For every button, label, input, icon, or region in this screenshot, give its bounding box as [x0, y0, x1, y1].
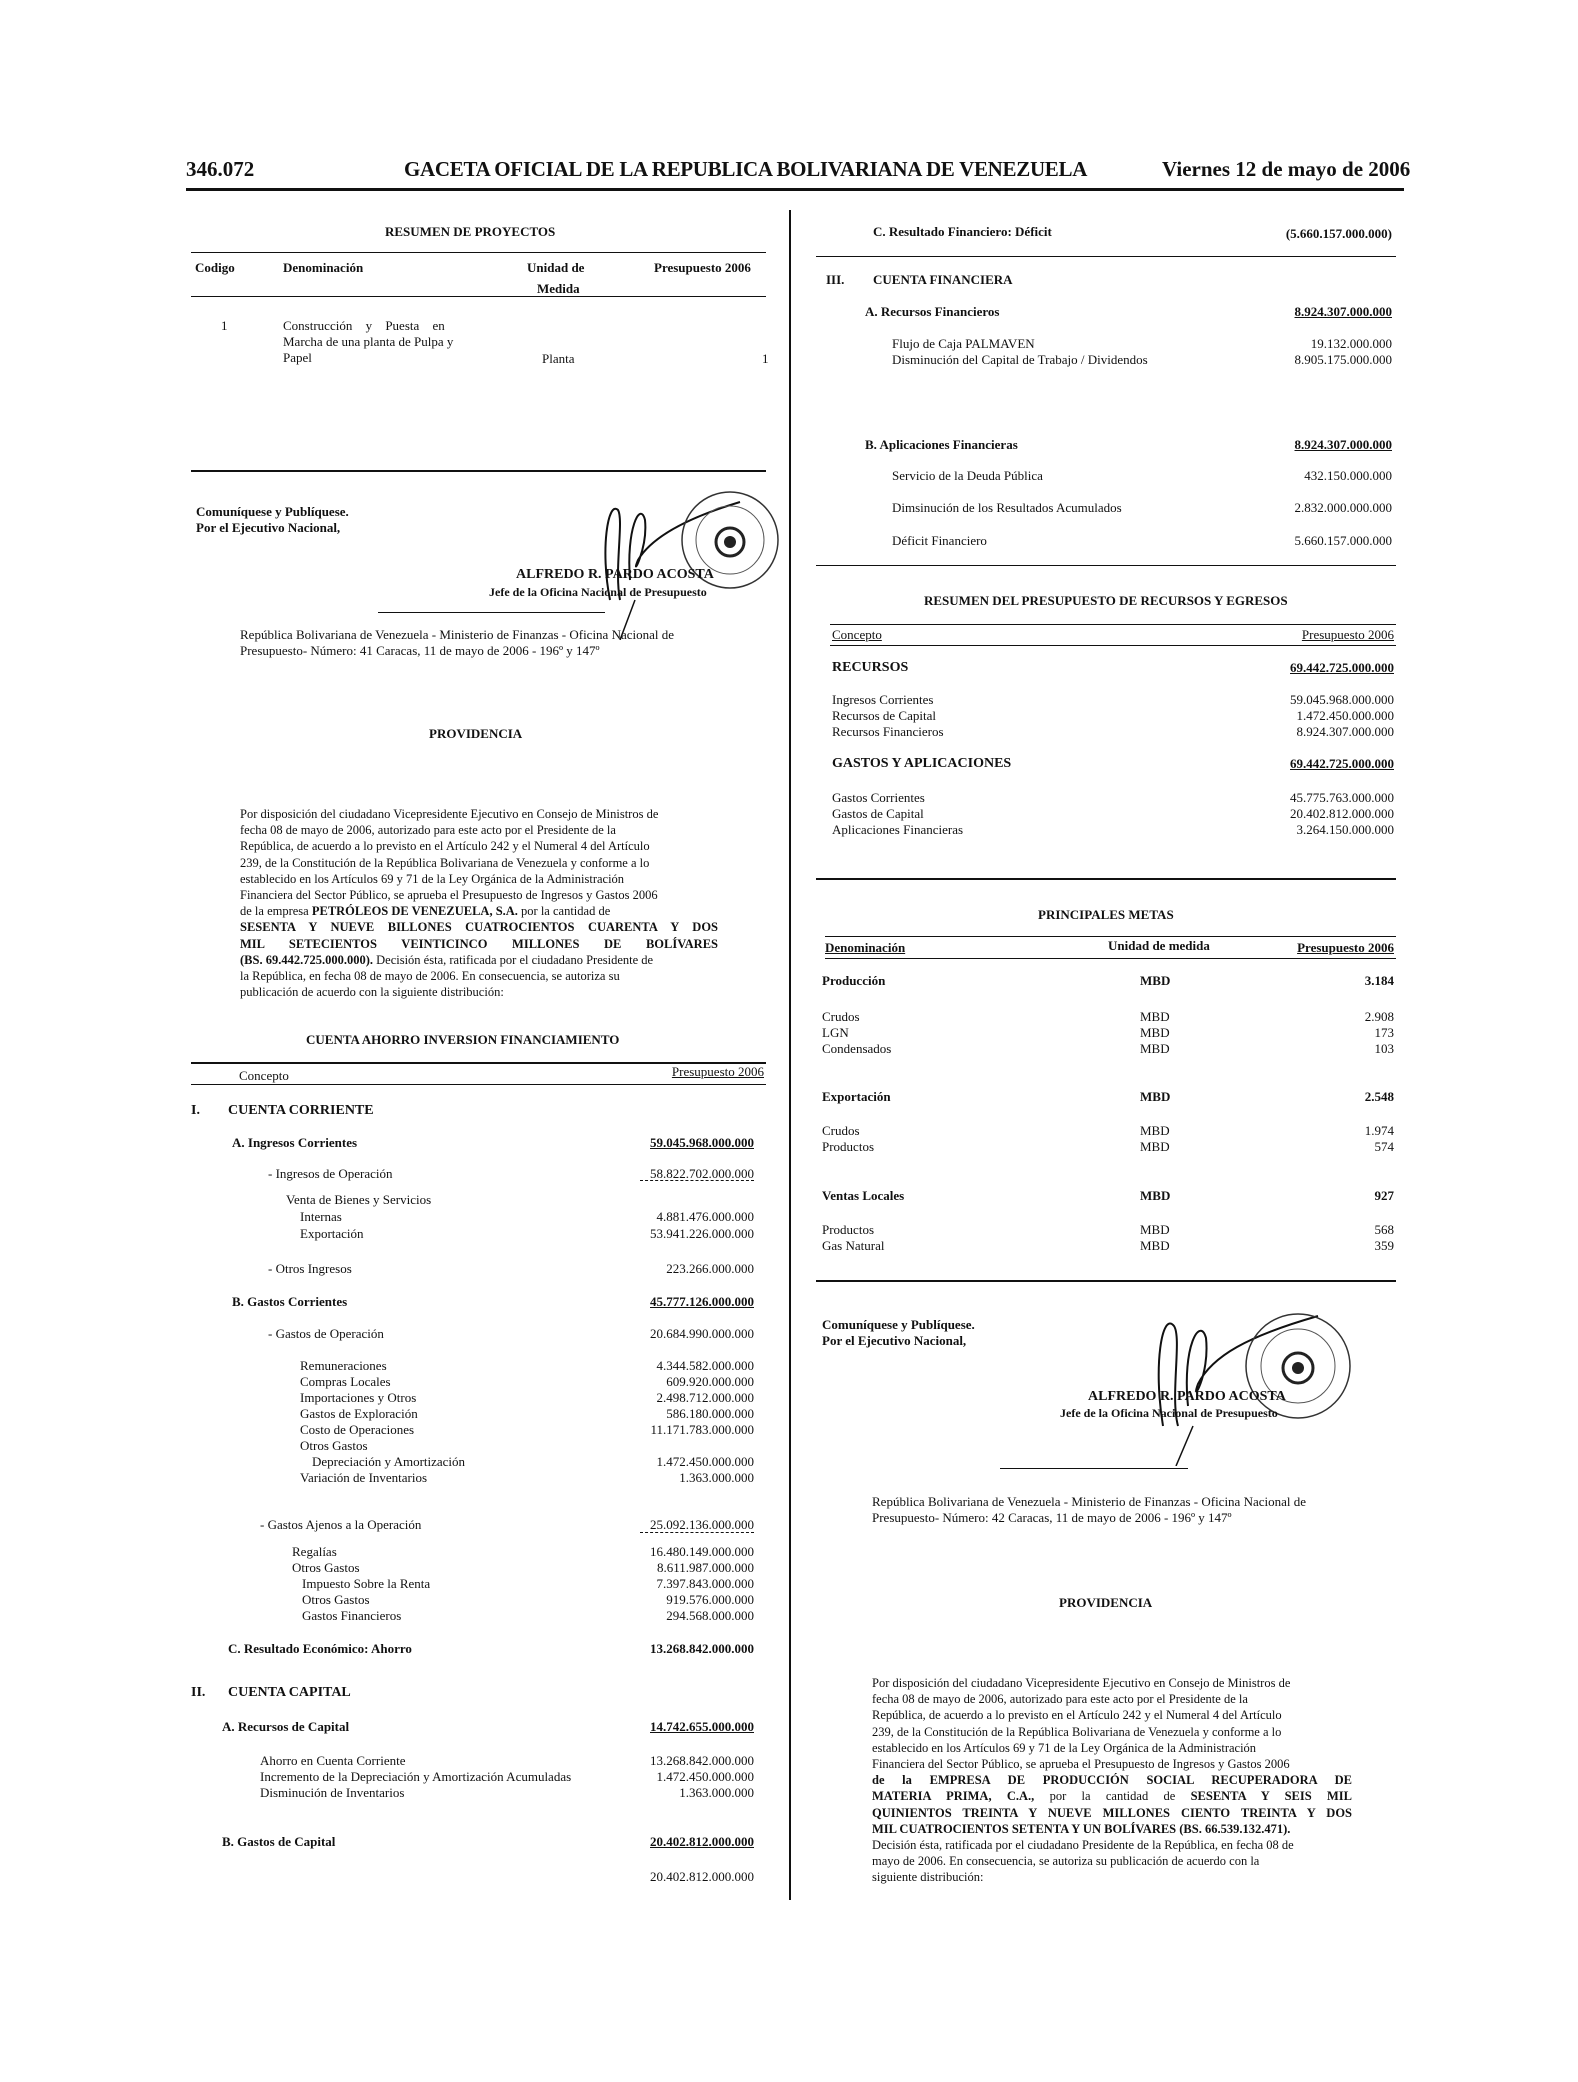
ejecutivo-right: Por el Ejecutivo Nacional, — [822, 1333, 967, 1348]
meta-unit: MBD — [1140, 1188, 1171, 1203]
cuenta-row-value: 58.822.702.000.000 — [650, 1166, 754, 1181]
ref-line-2-right: Presupuesto- Número: 42 Caracas, 11 de mayo de 2006 - 196º y 147º — [872, 1510, 1232, 1525]
meta-label: Condensados — [822, 1041, 892, 1056]
cuenta-row-label: B. Gastos de Capital — [222, 1834, 336, 1849]
meta-unit: MBD — [1140, 1222, 1170, 1237]
cuenta-row-label: Depreciación y Amortización — [312, 1454, 466, 1469]
cuenta-row-label: Otros Gastos — [292, 1560, 360, 1575]
cuenta-row-value: 1.472.450.000.000 — [656, 1454, 754, 1469]
meta-label: Productos — [822, 1222, 874, 1237]
gastos-corrientes-label: Gastos Corrientes — [832, 790, 925, 805]
signature-left — [590, 480, 790, 640]
meta-value: 359 — [1374, 1238, 1394, 1253]
signer-name-right: ALFREDO R. PARDO ACOSTA — [1088, 1389, 1286, 1404]
recursos-fin-value: 8.924.307.000.000 — [1296, 724, 1394, 739]
meta-label: Crudos — [822, 1123, 860, 1138]
metas-col-unidad: Unidad de medida — [1108, 938, 1210, 953]
cuenta-row-label: - Gastos Ajenos a la Operación — [260, 1517, 422, 1532]
gastos-corrientes-value: 45.775.763.000.000 — [1290, 790, 1394, 805]
cuenta-row-value: 20.402.812.000.000 — [650, 1834, 754, 1849]
meta-unit: MBD — [1140, 1025, 1170, 1040]
signer-title-right: Jefe de la Oficina Nacional de Presupuesto — [1060, 1406, 1278, 1420]
row-den-1: Construcción y Puesta en — [283, 318, 445, 333]
dism-res-value: 2.832.000.000.000 — [1294, 500, 1392, 515]
cuenta-ahorro-title: CUENTA AHORRO INVERSION FINANCIAMIENTO — [306, 1032, 620, 1047]
resumen-presupuesto-title: RESUMEN DEL PRESUPUESTO DE RECURSOS Y EGRESOS — [924, 593, 1288, 608]
meta-unit: MBD — [1140, 1009, 1170, 1024]
issue-date: Viernes 12 de mayo de 2006 — [1162, 157, 1411, 181]
aplicaciones-value: 8.924.307.000.000 — [1294, 437, 1392, 452]
page-number: 346.072 — [186, 157, 255, 181]
meta-label: LGN — [822, 1025, 849, 1040]
gastos-aplicaciones-label: GASTOS Y APLICACIONES — [832, 756, 1012, 771]
cuenta-row-label: Gastos de Exploración — [300, 1406, 418, 1421]
providencia-paragraph-left: Por disposición del ciudadano Vicepresidente Ejecutivo en Consejo de Ministros de fecha 08 de mayo de 2006, autorizado para este acto por el Presidente de la República, de acuerdo a lo previsto en el Artículo 242 y el Numeral 4 del Artículo 239, de la Constitución de la República Bolivariana de Venezuela y conforme a lo establecido en los Artículos 69 y 71 de la Ley Orgánica de la Administración Financiera del Sector Público, se aprueba el Presupuesto de Ingresos y Gastos 2006 de la empresa PETRÓLEOS DE VENEZUELA, S.A. por la cantidad de SESENTA Y NUEVE BILLONES CUATROCIENTOS CUARENTA Y DOS MIL SETECIENTOS VEINTICINCO MILLONES DE BOLÍVARES (BS. 69.442.725.000.000). Decisión ésta, ratificada por el ciudadano Presidente de la República, en fecha 08 de mayo de 2006. En consecuencia, se autoriza su publicación de acuerdo con la siguiente distribución: — [240, 807, 718, 1000]
cuenta-row-value: 16.480.149.000.000 — [650, 1544, 754, 1559]
recursos-capital-value: 1.472.450.000.000 — [1296, 708, 1394, 723]
metas-col-pres: Presupuesto 2006 — [1297, 940, 1394, 955]
comuniquese-right: Comuníquese y Publíquese. — [822, 1317, 975, 1332]
providencia-right: PROVIDENCIA — [1059, 1595, 1153, 1610]
meta-label: Productos — [822, 1139, 874, 1154]
deficit-label: Déficit Financiero — [892, 533, 987, 548]
cuenta-row-value: 223.266.000.000 — [666, 1261, 754, 1276]
cuenta-row-value: 13.268.842.000.000 — [650, 1753, 754, 1768]
cuenta-row-label: Compras Locales — [300, 1374, 391, 1389]
row-valor: 1 — [762, 351, 769, 366]
cuenta-row-value: 20.684.990.000.000 — [650, 1326, 754, 1341]
ejecutivo-left: Por el Ejecutivo Nacional, — [196, 520, 341, 535]
meta-label: Producción — [822, 973, 886, 988]
meta-value: 574 — [1374, 1139, 1394, 1154]
meta-value: 173 — [1374, 1025, 1394, 1040]
meta-unit: MBD — [1140, 1238, 1170, 1253]
disminucion-label: Disminución del Capital de Trabajo / Dividendos — [892, 352, 1148, 367]
cuenta-row-value: 25.092.136.000.000 — [650, 1517, 754, 1532]
ref-line-1-left: República Bolivariana de Venezuela - Ministerio de Finanzas - Oficina Nacional de — [240, 627, 675, 642]
cuenta-row-value: 11.171.783.000.000 — [650, 1422, 754, 1437]
flujo-label: Flujo de Caja PALMAVEN — [892, 336, 1035, 351]
cuenta-financiera-label: CUENTA FINANCIERA — [873, 272, 1013, 287]
column-divider — [789, 210, 791, 1900]
signer-title-left: Jefe de la Oficina Nacional de Presupuesto — [489, 585, 707, 599]
presupuesto-header-right: Presupuesto 2006 — [1301, 627, 1394, 642]
col-medida: Medida — [537, 281, 580, 296]
col-codigo: Codigo — [195, 260, 235, 275]
flujo-value: 19.132.000.000 — [1310, 336, 1392, 351]
gastos-capital-value: 20.402.812.000.000 — [1290, 806, 1394, 821]
cuenta-row-label: A. Recursos de Capital — [222, 1719, 350, 1734]
metas-title: PRINCIPALES METAS — [1038, 907, 1174, 922]
ingresos-corrientes-value: 59.045.968.000.000 — [1290, 692, 1394, 707]
cuenta-row-value: 45.777.126.000.000 — [650, 1294, 754, 1309]
cuenta-row-label: - Gastos de Operación — [268, 1326, 384, 1341]
dashed-separator — [640, 1532, 754, 1533]
cuenta-row-value: 14.742.655.000.000 — [650, 1719, 754, 1734]
meta-unit: MBD — [1140, 1089, 1171, 1104]
meta-unit: MBD — [1140, 1139, 1170, 1154]
cuenta-row-label: Variación de Inventarios — [300, 1470, 428, 1485]
row-codigo: 1 — [221, 318, 228, 333]
col-presupuesto: Presupuesto 2006 — [654, 260, 751, 275]
metas-col-den: Denominación — [825, 940, 906, 955]
cuenta-row-value: 609.920.000.000 — [666, 1374, 754, 1389]
meta-value: 568 — [1374, 1222, 1394, 1237]
meta-value: 103 — [1374, 1041, 1394, 1056]
resumen-proyectos-title: RESUMEN DE PROYECTOS — [385, 224, 556, 239]
disminucion-value: 8.905.175.000.000 — [1294, 352, 1392, 367]
cuenta-row-value: 59.045.968.000.000 — [650, 1135, 754, 1150]
meta-value: 927 — [1374, 1188, 1394, 1203]
cuenta-row-value: 7.397.843.000.000 — [656, 1576, 754, 1591]
cuenta-row-label: Ahorro en Cuenta Corriente — [260, 1753, 406, 1768]
cuenta-row-label: Disminución de Inventarios — [260, 1785, 405, 1800]
dashed-separator — [640, 1180, 754, 1181]
row-den-3: Papel — [283, 350, 312, 365]
resultado-financiero-value: (5.660.157.000.000) — [1285, 226, 1392, 241]
cuenta-row-label: Incremento de la Depreciación y Amortización Acumuladas — [260, 1769, 572, 1784]
recursos-label: RECURSOS — [832, 660, 909, 675]
meta-label: Exportación — [822, 1089, 891, 1104]
cuenta-row-value: 8.611.987.000.000 — [656, 1560, 754, 1575]
cuenta-row-label: A. Ingresos Corrientes — [232, 1135, 358, 1150]
meta-value: 2.548 — [1364, 1089, 1394, 1104]
servicio-value: 432.150.000.000 — [1304, 468, 1392, 483]
meta-unit: MBD — [1140, 1041, 1170, 1056]
section-number: II. — [191, 1685, 206, 1700]
row-unidad: Planta — [542, 351, 575, 366]
providencia-left: PROVIDENCIA — [429, 726, 523, 741]
cuenta-row-label: Exportación — [300, 1226, 364, 1241]
cuenta-row-value: 20.402.812.000.000 — [650, 1869, 754, 1884]
col-denominacion: Denominación — [283, 260, 364, 275]
cuenta-row-label: Costo de Operaciones — [300, 1422, 415, 1437]
meta-label: Gas Natural — [822, 1238, 885, 1253]
cuenta-row-value: 919.576.000.000 — [666, 1592, 754, 1607]
meta-value: 3.184 — [1364, 973, 1394, 988]
section-number: I. — [191, 1103, 200, 1118]
cuenta-row-label: CUENTA CAPITAL — [228, 1685, 351, 1700]
aplicaciones-fin-label: Aplicaciones Financieras — [832, 822, 964, 837]
aplicaciones-fin-value: 3.264.150.000.000 — [1296, 822, 1394, 837]
cuenta-row-label: Importaciones y Otros — [300, 1390, 417, 1405]
cuenta-row-value: 4.344.582.000.000 — [656, 1358, 754, 1373]
meta-label: Ventas Locales — [822, 1188, 905, 1203]
cuenta-row-label: Otros Gastos — [302, 1592, 370, 1607]
meta-value: 2.908 — [1364, 1009, 1394, 1024]
cuenta-row-value: 4.881.476.000.000 — [656, 1209, 754, 1224]
concepto-header-left: Concepto — [239, 1068, 289, 1083]
cuenta-row-label: Venta de Bienes y Servicios — [286, 1192, 432, 1207]
signature-right — [1148, 1296, 1358, 1466]
ref-line-1-right: República Bolivariana de Venezuela - Ministerio de Finanzas - Oficina Nacional de — [872, 1494, 1307, 1509]
cuenta-row-label: Remuneraciones — [300, 1358, 387, 1373]
cuenta-row-value: 2.498.712.000.000 — [656, 1390, 754, 1405]
comuniquese-left: Comuníquese y Publíquese. — [196, 504, 349, 519]
cuenta-row-label: CUENTA CORRIENTE — [228, 1103, 374, 1118]
cuenta-row-value: 1.363.000.000 — [679, 1470, 754, 1485]
cuenta-row-label: C. Resultado Económico: Ahorro — [228, 1641, 412, 1656]
gastos-aplicaciones-value: 69.442.725.000.000 — [1290, 756, 1394, 771]
recursos-fin-label: Recursos Financieros — [832, 724, 944, 739]
cuenta-row-value: 1.363.000.000 — [679, 1785, 754, 1800]
recursos-financieros-value: 8.924.307.000.000 — [1294, 304, 1392, 319]
cuenta-row-label: Otros Gastos — [300, 1438, 368, 1453]
deficit-value: 5.660.157.000.000 — [1294, 533, 1392, 548]
recursos-value: 69.442.725.000.000 — [1290, 660, 1394, 675]
presupuesto-header-left: Presupuesto 2006 — [671, 1064, 764, 1079]
signer-name-left: ALFREDO R. PARDO ACOSTA — [516, 567, 714, 582]
cuenta-financiera-num: III. — [826, 272, 845, 287]
recursos-capital-label: Recursos de Capital — [832, 708, 936, 723]
cuenta-row-value: 13.268.842.000.000 — [650, 1641, 754, 1656]
resultado-financiero-label: C. Resultado Financiero: Déficit — [873, 224, 1052, 239]
cuenta-row-value: 1.472.450.000.000 — [656, 1769, 754, 1784]
cuenta-row-label: Regalías — [292, 1544, 337, 1559]
meta-value: 1.974 — [1364, 1123, 1394, 1138]
meta-unit: MBD — [1140, 1123, 1170, 1138]
col-unidad: Unidad de — [527, 260, 585, 275]
row-den-2: Marcha de una planta de Pulpa y — [283, 334, 454, 349]
ref-line-2-left: Presupuesto- Número: 41 Caracas, 11 de mayo de 2006 - 196º y 147º — [240, 643, 600, 658]
dism-res-label: Dimsinución de los Resultados Acumulados — [892, 500, 1122, 515]
header-rule — [186, 188, 1404, 191]
cuenta-row-label: - Otros Ingresos — [268, 1261, 352, 1276]
cuenta-row-label: Gastos Financieros — [302, 1608, 402, 1623]
concepto-header-right: Concepto — [832, 627, 882, 642]
cuenta-row-label: - Ingresos de Operación — [268, 1166, 393, 1181]
cuenta-row-value: 586.180.000.000 — [666, 1406, 754, 1421]
cuenta-row-label: Internas — [300, 1209, 342, 1224]
ingresos-corrientes-label: Ingresos Corrientes — [832, 692, 934, 707]
providencia-paragraph-right: Por disposición del ciudadano Vicepresidente Ejecutivo en Consejo de Ministros de fecha 08 de mayo de 2006, autorizado para este acto por el Presidente de la República, de acuerdo a lo previsto en el Artículo 242 y el Numeral 4 del Artículo 239, de la Constitución de la República Bolivariana de Venezuela y conforme a lo establecido en los Artículos 69 y 71 de la Ley Orgánica de la Administración Financiera del Sector Público, se aprueba el Presupuesto de Ingresos y Gastos 2006 de la EMPRESA DE PRODUCCIÓN SOCIAL RECUPERADORA DE MATERIA PRIMA, C.A., por la cantidad de SESENTA Y SEIS MIL QUINIENTOS TREINTA Y NUEVE MILLONES CIENTO TREINTA Y DOS MIL CUATROCIENTOS SETENTA Y UN BOLÍVARES (BS. 66.539.132.471). Decisión ésta, ratificada por el ciudadano Presidente de la República, en fecha 08 de mayo de 2006. En consecuencia, se autoriza su publicación de acuerdo con la siguiente distribución: — [872, 1676, 1353, 1885]
gastos-capital-label: Gastos de Capital — [832, 806, 924, 821]
cuenta-row-label: B. Gastos Corrientes — [232, 1294, 348, 1309]
gazette-title: GACETA OFICIAL DE LA REPUBLICA BOLIVARIANA DE VENEZUELA — [404, 157, 1088, 181]
cuenta-row-label: Impuesto Sobre la Renta — [302, 1576, 431, 1591]
cuenta-row-value: 53.941.226.000.000 — [650, 1226, 754, 1241]
meta-unit: MBD — [1140, 973, 1171, 988]
meta-label: Crudos — [822, 1009, 860, 1024]
aplicaciones-label: B. Aplicaciones Financieras — [865, 437, 1018, 452]
servicio-label: Servicio de la Deuda Pública — [892, 468, 1043, 483]
recursos-financieros-label: A. Recursos Financieros — [865, 304, 1000, 319]
cuenta-row-value: 294.568.000.000 — [666, 1608, 754, 1623]
